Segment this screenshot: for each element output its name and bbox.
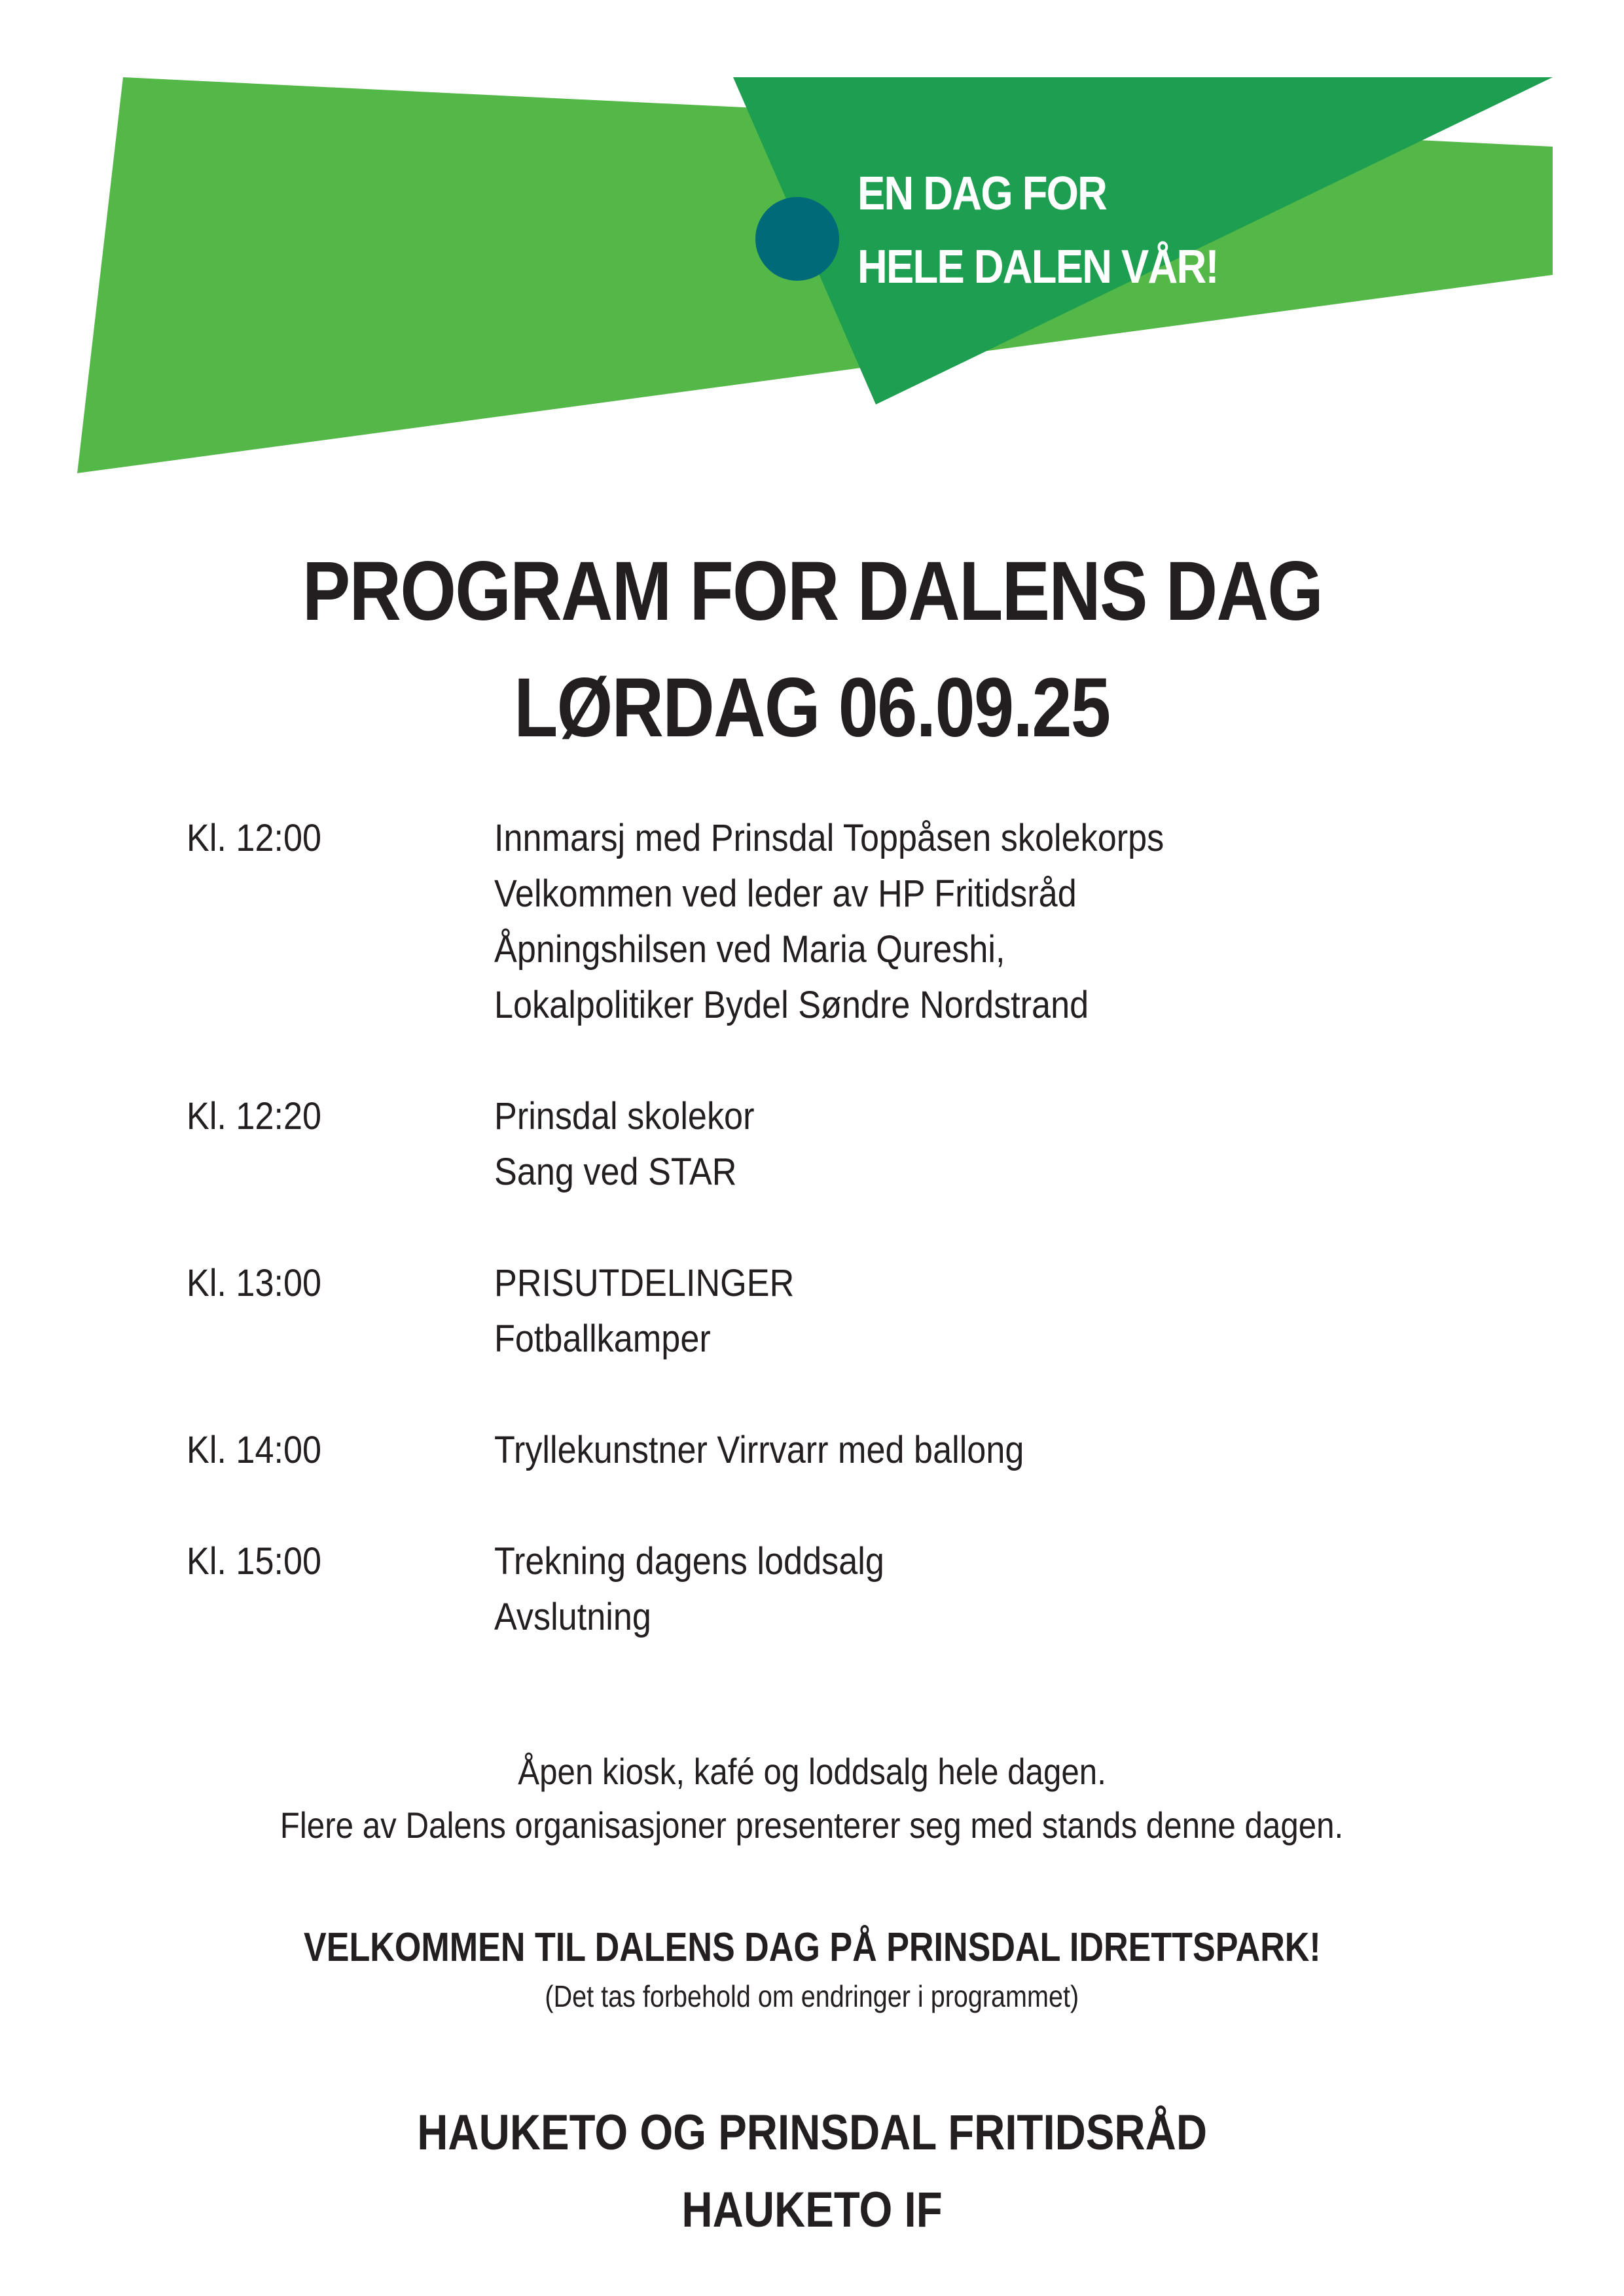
welcome-headline — [0, 1920, 1624, 1975]
header-banner-graphic — [0, 0, 1624, 497]
schedule-slot — [187, 810, 1496, 1033]
teal-dot — [755, 197, 839, 281]
disclaimer-text: (Det tas forbehold om endringer i programmet) — [545, 1979, 1079, 2013]
organizers — [0, 2094, 1624, 2249]
activity-line: Åpningshilsen ved Maria Qureshi, — [494, 928, 1005, 971]
schedule-slot — [187, 1534, 1496, 1645]
welcome-section — [0, 1920, 1624, 2017]
schedule-slot — [187, 1255, 1496, 1367]
slot-activities — [494, 810, 1496, 1033]
info-line — [0, 1799, 1624, 1852]
slot-time: Kl. 12:00 — [187, 817, 322, 859]
page-title-line-1: PROGRAM FOR DALENS DAG — [302, 545, 1322, 638]
activity-line: Trekning dagens loddsalg — [494, 1540, 884, 1583]
organizer-name: HAUKETO IF — [681, 2182, 943, 2238]
tagline-line-1: EN DAG FOR — [857, 168, 1107, 220]
program-schedule — [187, 810, 1496, 1700]
slot-time: Kl. 12:20 — [187, 1095, 322, 1138]
activity-line: Lokalpolitiker Bydel Søndre Nordstrand — [494, 984, 1089, 1026]
welcome-headline-text: VELKOMMEN TIL DALENS DAG PÅ PRINSDAL IDRETTSPARK! — [303, 1925, 1321, 1970]
slot-time: Kl. 15:00 — [187, 1540, 322, 1583]
page-title — [0, 533, 1624, 766]
info-line-text: Flere av Dalens organisasjoner presenterer seg med stands denne dagen. — [280, 1804, 1344, 1846]
disclaimer — [0, 1975, 1624, 2017]
organizer-line — [0, 2094, 1624, 2172]
activity-line: Fotballkamper — [494, 1318, 711, 1360]
schedule-slot — [187, 1422, 1496, 1478]
tagline-line-2: HELE DALEN VÅR! — [857, 241, 1218, 293]
slot-activities — [494, 1088, 1496, 1200]
activity-line: Sang ved STAR — [494, 1151, 737, 1193]
info-line — [0, 1745, 1624, 1799]
slot-activities — [494, 1255, 1496, 1367]
slot-time: Kl. 14:00 — [187, 1429, 322, 1471]
slot-time: Kl. 13:00 — [187, 1262, 322, 1304]
activity-line: PRISUTDELINGER — [494, 1262, 795, 1304]
info-line-text: Åpen kiosk, kafé og loddsalg hele dagen. — [518, 1751, 1106, 1792]
activity-line: Prinsdal skolekor — [494, 1095, 755, 1138]
page-title-line-2: LØRDAG 06.09.25 — [514, 661, 1110, 755]
general-info — [0, 1745, 1624, 1852]
tagline — [857, 157, 1218, 304]
activity-line: Innmarsj med Prinsdal Toppåsen skolekorps — [494, 817, 1164, 859]
activity-line: Velkommen ved leder av HP Fritidsråd — [494, 872, 1077, 915]
slot-activities — [494, 1534, 1496, 1645]
activity-line: Avslutning — [494, 1596, 651, 1638]
activity-line: Tryllekunstner Virrvarr med ballong — [494, 1429, 1024, 1471]
organizer-name: HAUKETO OG PRINSDAL FRITIDSRÅD — [417, 2105, 1207, 2161]
slot-activities — [494, 1422, 1496, 1478]
organizer-line — [0, 2172, 1624, 2249]
schedule-slot — [187, 1088, 1496, 1200]
